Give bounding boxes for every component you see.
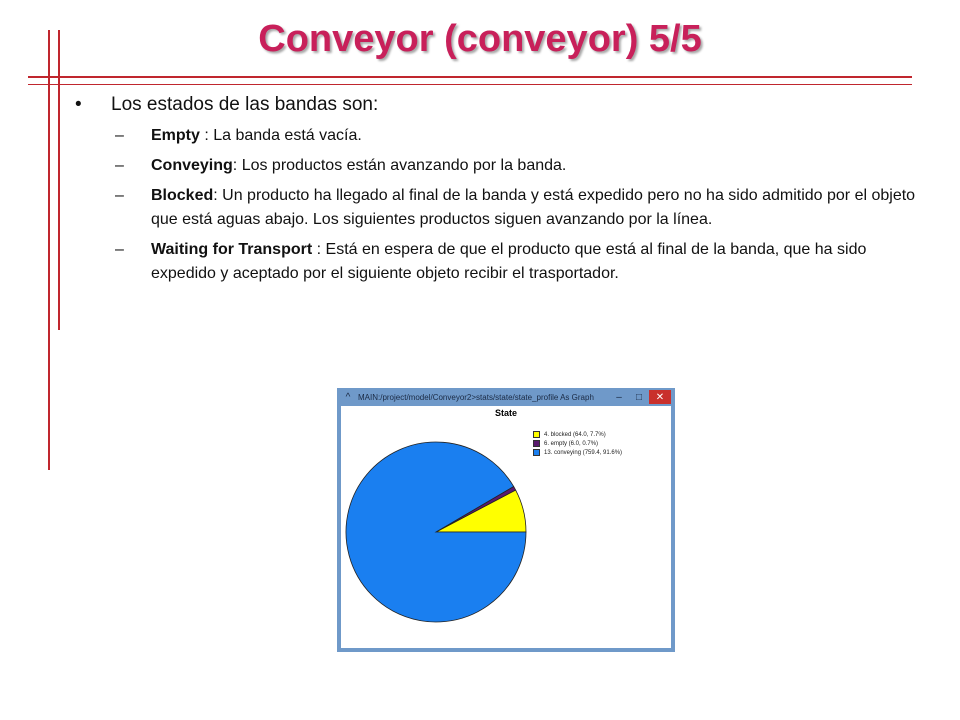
main-bullet-text: Los estados de las bandas son:: [111, 94, 379, 115]
dash-glyph: –: [115, 157, 124, 174]
state-description: : La banda está vacía.: [199, 127, 362, 144]
sub-bullet-item: [75, 124, 925, 148]
sub-bullet-text: [151, 238, 921, 286]
chart-legend: [533, 430, 622, 457]
state-description: : Está en espera de que el producto que está al final de la banda, que ha sido expedido y aceptado por el siguiente objeto recibir el trasportador.: [151, 241, 867, 282]
decor-vertical-rule-2: [58, 30, 60, 330]
legend-label: 6. empty (6.0, 0.7%): [544, 440, 599, 447]
legend-swatch: [533, 440, 540, 447]
close-button[interactable]: ✕: [649, 390, 671, 404]
state-term: Blocked: [151, 187, 214, 204]
legend-swatch: [533, 431, 540, 438]
slide-title: Conveyor (conveyor) 5/5: [258, 18, 702, 60]
window-titlebar[interactable]: [337, 388, 675, 406]
state-description: : Los productos están avanzando por la banda.: [232, 157, 567, 174]
dash-glyph: –: [115, 241, 124, 258]
legend-entry: [533, 430, 622, 439]
sub-bullet-item: [75, 184, 925, 232]
sub-bullet-list: [75, 124, 925, 286]
sub-bullet-text: [151, 124, 921, 148]
state-description: : Un producto ha llegado al final de la banda y está expedido pero no ha sido admitido por el objeto que está aguas abajo. Los siguientes productos siguen avanzando por la línea.: [151, 187, 916, 228]
state-term: Waiting for Transport: [151, 241, 313, 258]
legend-swatch: [533, 449, 540, 456]
dash-glyph: –: [115, 187, 124, 204]
sub-bullet-text: [151, 184, 921, 232]
dash-glyph: –: [115, 127, 124, 144]
state-term: Empty: [151, 127, 200, 144]
chevron-up-icon[interactable]: ^: [345, 391, 351, 403]
sub-bullet-item: [75, 238, 925, 286]
state-term: Conveying: [151, 157, 233, 174]
graph-window: [337, 388, 675, 652]
legend-label: 4. blocked (64.0, 7.7%): [544, 431, 606, 438]
legend-label: 13. conveying (759.4, 91.6%): [544, 449, 623, 456]
decor-horizontal-rule-1: [28, 76, 912, 78]
decor-vertical-rule-1: [48, 30, 50, 470]
legend-entry: [533, 439, 622, 448]
pie-slice: [346, 442, 526, 622]
sub-bullet-text: [151, 154, 921, 178]
maximize-button[interactable]: □: [635, 391, 643, 403]
minimize-button[interactable]: –: [616, 391, 622, 403]
sub-bullet-item: [75, 154, 925, 178]
decor-horizontal-rule-2: [28, 84, 912, 85]
slide-body: [75, 94, 925, 292]
bullet-glyph: •: [75, 94, 82, 115]
window-title: MAIN:/project/model/Conveyor2>stats/state/state_profile As Graph: [358, 392, 594, 402]
chart-title: State: [494, 408, 517, 418]
legend-entry: [533, 448, 622, 457]
graph-client-area: [341, 406, 671, 648]
main-bullet: [75, 94, 925, 116]
